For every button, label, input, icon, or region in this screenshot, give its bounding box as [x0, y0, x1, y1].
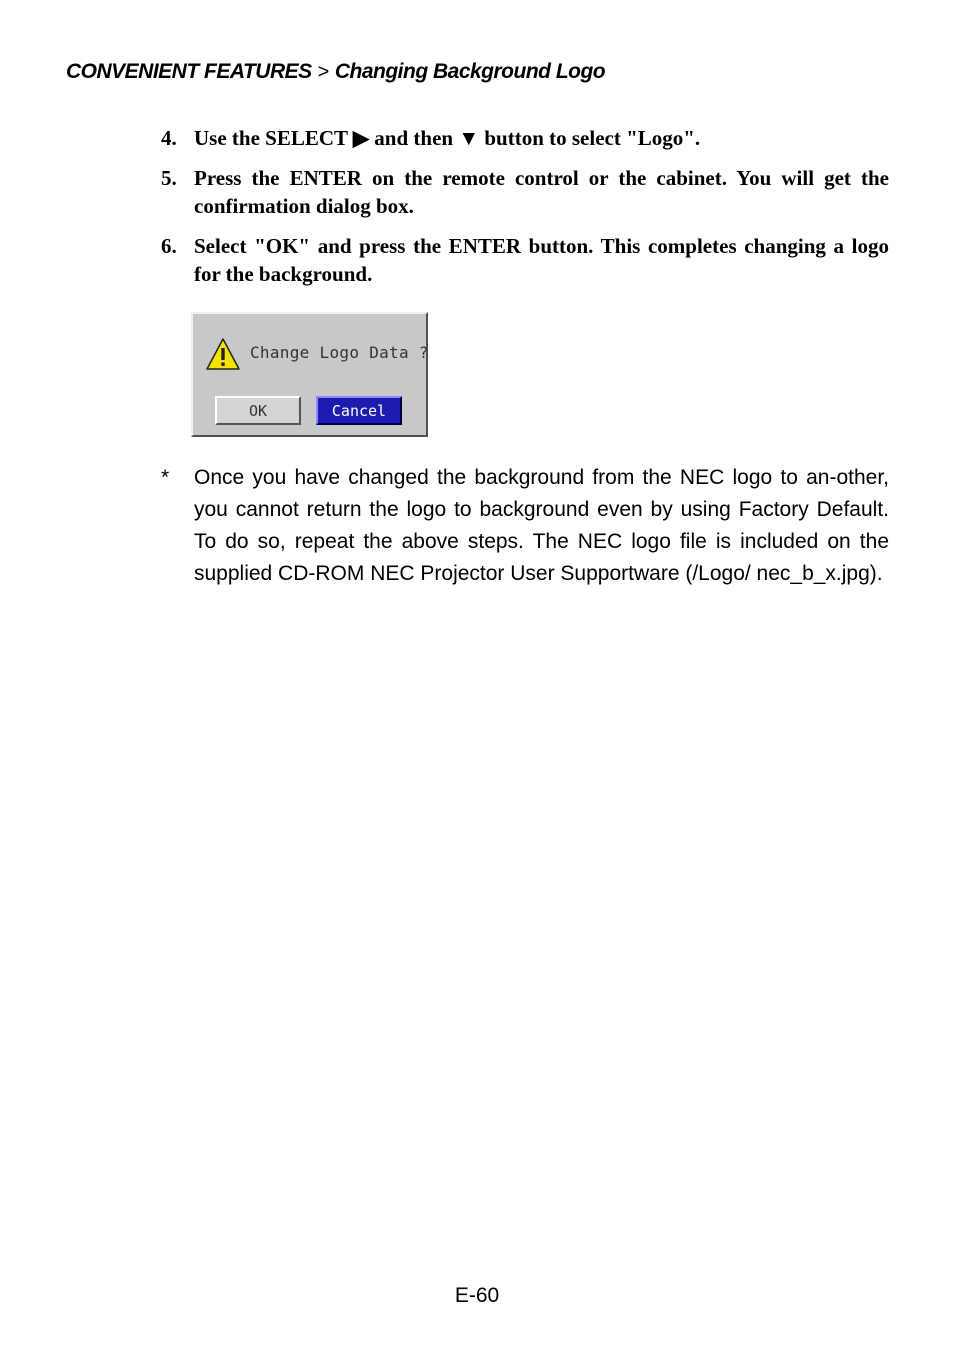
- step-text: Press the ENTER on the remote control or the cabinet. You will get the confirmation dialog box.: [194, 166, 889, 218]
- page-number: E-60: [454, 1284, 500, 1307]
- step-list: [161, 124, 889, 300]
- ok-button[interactable]: OK: [215, 396, 301, 425]
- dialog-message: Change Logo Data ?: [250, 343, 429, 362]
- cancel-button[interactable]: Cancel: [316, 396, 402, 425]
- step-item: [161, 164, 889, 220]
- step-item: [161, 124, 889, 152]
- header-topic: Changing Background Logo: [334, 60, 606, 83]
- step-number: 4.: [161, 126, 177, 150]
- note-text: Once you have changed the background from the NEC logo to an-other, you cannot return the logo to background even by using Factory Default. To do so, repeat the above steps. The NEC logo file is included on the supplied CD-ROM NEC Projector User Supportware (/Logo/ nec_b_x.jpg).: [194, 466, 889, 585]
- note: [161, 462, 889, 590]
- header-section: CONVENIENT FEATURES: [66, 60, 312, 83]
- step-text: Use the SELECT ▶ and then ▼ button to select "Logo".: [194, 126, 701, 150]
- step-number: 5.: [161, 166, 177, 190]
- confirmation-dialog: [191, 312, 428, 437]
- header-separator: >: [317, 61, 329, 83]
- note-mark: *: [161, 466, 170, 489]
- warning-icon: [205, 337, 241, 371]
- step-number: 6.: [161, 234, 177, 258]
- step-text: Select "OK" and press the ENTER button. This completes changing a logo for the background.: [194, 234, 889, 286]
- running-header: [66, 60, 605, 84]
- step-item: [161, 232, 889, 288]
